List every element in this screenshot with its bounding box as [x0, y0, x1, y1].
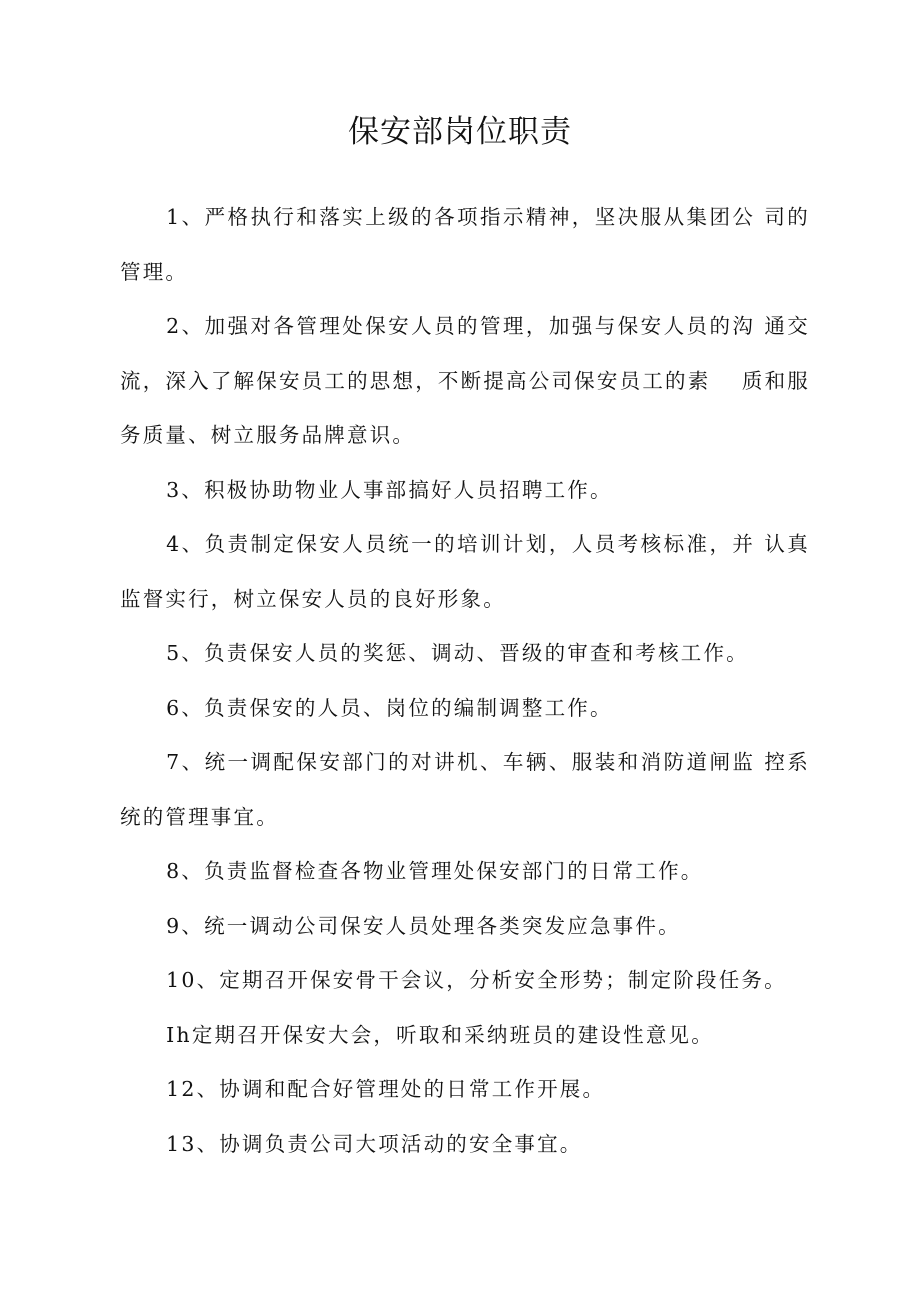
paragraph-12: 12、协调和配合好管理处的日常工作开展。	[166, 1077, 606, 1101]
paragraph-6: 6、负责保安的人员、岗位的编制调整工作。	[166, 695, 613, 720]
paragraph-11: Ih定期召开保安大会，听取和采纳班员的建设性意见。	[166, 1022, 714, 1047]
paragraph-7: 7、统一调配保安部门的对讲机、车辆、服装和消防道闸监 控系统的管理事宜。	[120, 750, 810, 829]
page-title: 保安部岗位职责	[348, 114, 572, 150]
paragraph-5: 5、负责保安人员的奖惩、调动、晋级的审查和考核工作。	[166, 641, 749, 665]
paragraph-2: 2、加强对各管理处保安人员的管理，加强与保安人员的沟 通交流，深入了解保安员工的思想，不断提高公司保安员工的素 质和服务质量、树立服务品牌意识。	[120, 314, 810, 447]
paragraph-4: 4、负责制定保安人员统一的培训计划，人员考核标准，并 认真监督实行，树立保安人员的良好形象。	[120, 532, 810, 611]
paragraph-13: 13、协调负责公司大项活动的安全事宜。	[166, 1131, 583, 1156]
paragraph-1: 1、严格执行和落实上级的各项指示精神，坚决服从集团公 司的管理。	[120, 205, 810, 284]
paragraph-10: 10、定期召开保安骨干会议，分析安全形势；制定阶段任务。	[166, 968, 787, 992]
document-body	[120, 190, 810, 1171]
paragraph-3: 3、积极协助物业人事部搞好人员招聘工作。	[166, 477, 613, 502]
paragraph-8: 8、负责监督检查各物业管理处保安部门的日常工作。	[166, 859, 704, 883]
paragraph-9: 9、统一调动公司保安人员处理各类突发应急事件。	[166, 913, 681, 938]
